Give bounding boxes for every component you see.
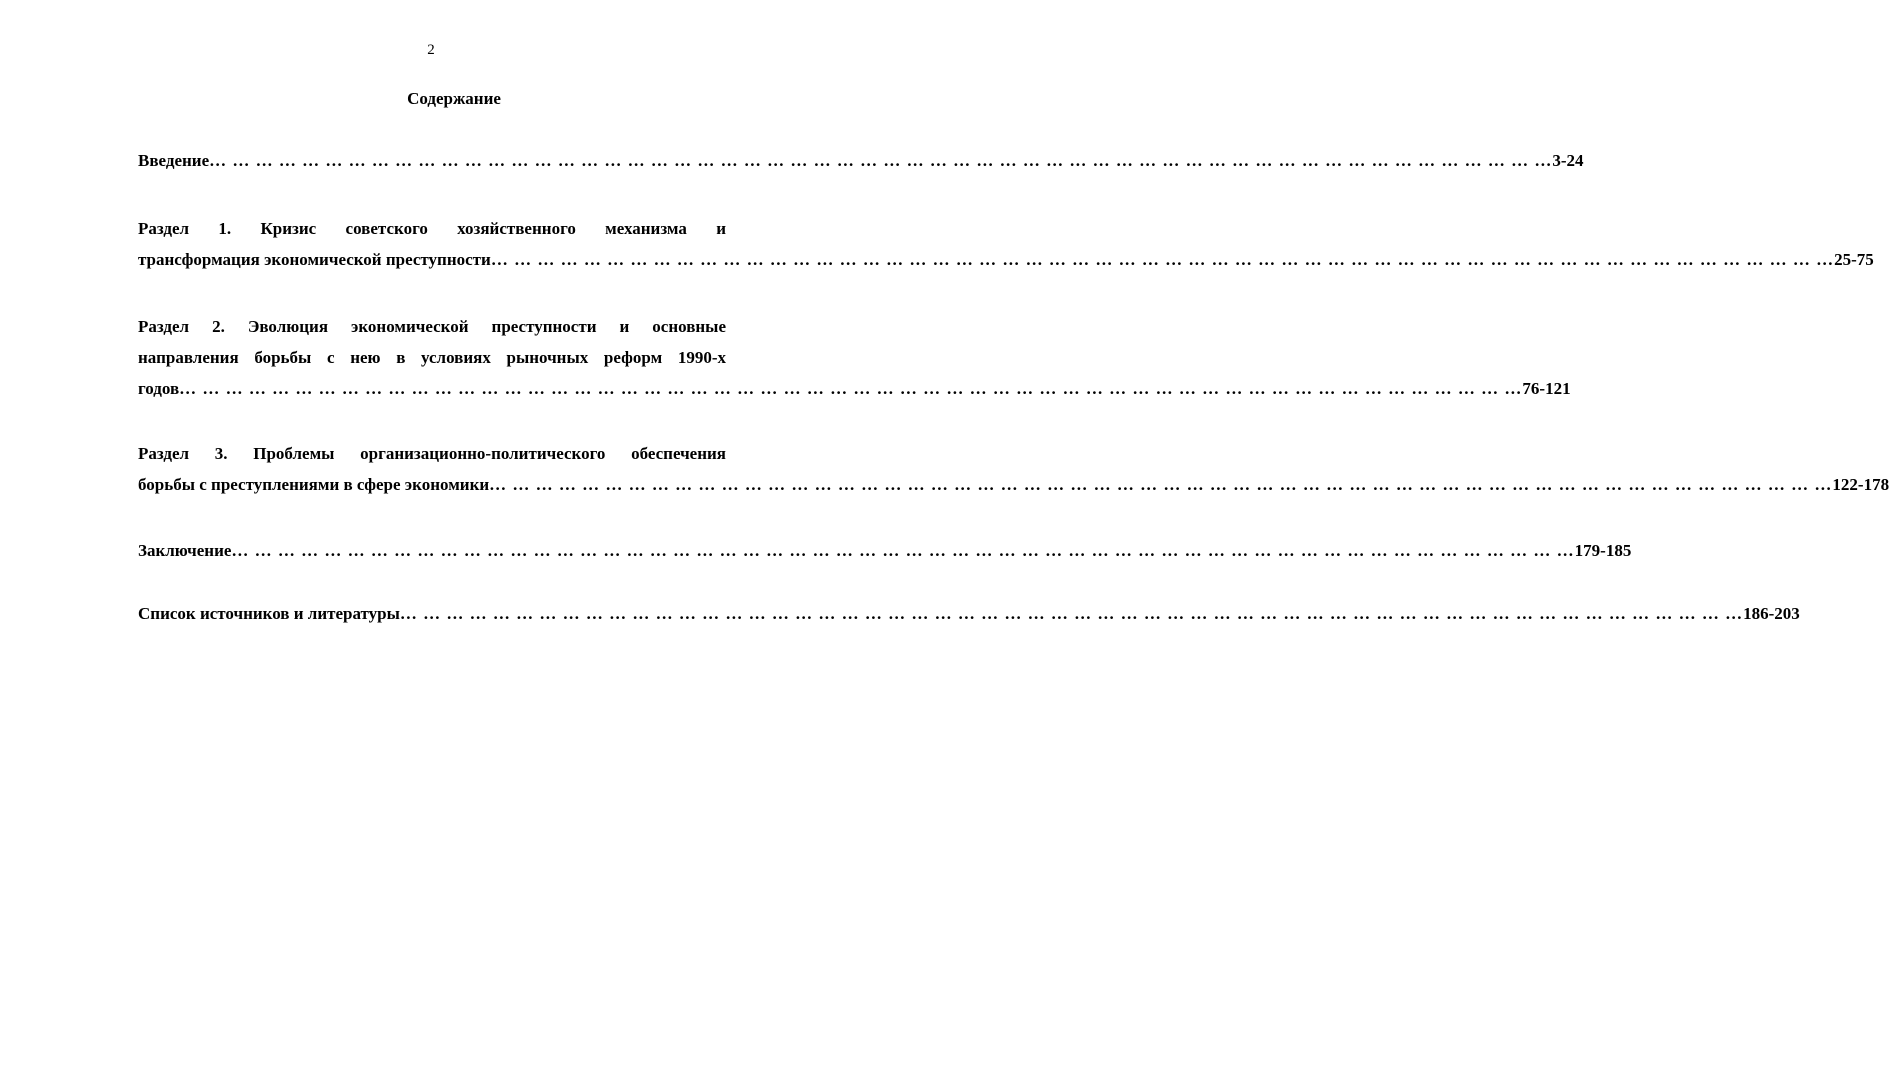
toc-entry-title: трансформация экономической преступности: [138, 250, 491, 269]
toc-leader-dots: … … … … … … … … … … … … … … … … … … … … … … … … … … … … … … … … … … … … … … … … … … … … … … … … … … … … … … … … … …: [231, 541, 1575, 560]
toc-entry-conclusion: [138, 535, 1632, 566]
toc-line: [138, 373, 1571, 404]
toc-line: Раздел 1. Кризис советского хозяйственного механизма и: [138, 219, 726, 238]
toc-leader-dots: … … … … … … … … … … … … … … … … … … … … … … … … … … … … … … … … … … … … … … … … … … … … … … … … … … … … … … … … … …: [209, 151, 1553, 170]
toc-entry-section-1: [138, 213, 1874, 275]
toc-entry-section-2: [138, 311, 1571, 404]
toc-line: [138, 244, 1874, 275]
toc-leader-dots: … … … … … … … … … … … … … … … … … … … … … … … … … … … … … … … … … … … … … … … … … … … … … … … … … … … … … … … … … …: [490, 250, 1835, 269]
toc-page-range: 122-178: [1832, 475, 1889, 494]
toc-page-range: 76-121: [1522, 379, 1571, 398]
toc-leader-dots: … … … … … … … … … … … … … … … … … … … … … … … … … … … … … … … … … … … … … … … … … … … … … … … … … … … … … … … … … …: [179, 379, 1523, 398]
toc-entry-bibliography: [138, 598, 1800, 629]
toc-entry-section-3: [138, 438, 1889, 500]
toc-leader-dots: … … … … … … … … … … … … … … … … … … … … … … … … … … … … … … … … … … … … … … … … … … … … … … … … … … … … … … … … … …: [399, 604, 1744, 623]
toc-line: [138, 598, 1800, 629]
toc-line: [138, 469, 1889, 500]
toc-line: Раздел 3. Проблемы организационно-политического обеспечения: [138, 444, 726, 463]
toc-line: направления борьбы с нею в условиях рыночных реформ 1990-х: [138, 348, 726, 367]
toc-title: Содержание: [407, 89, 501, 108]
page-number: 2: [427, 42, 435, 58]
toc-entry-title: Список источников и литературы: [138, 604, 400, 623]
toc-line: Раздел 2. Эволюция экономической преступности и основные: [138, 317, 726, 336]
toc-page-range: 3-24: [1552, 151, 1584, 170]
toc-leader-dots: … … … … … … … … … … … … … … … … … … … … … … … … … … … … … … … … … … … … … … … … … … … … … … … … … … … … … … … … … …: [489, 475, 1833, 494]
toc-entry-title: Заключение: [138, 541, 232, 560]
toc-line: [138, 145, 1584, 176]
toc-page-range: 179-185: [1574, 541, 1632, 560]
toc-entry-title: борьбы с преступлениями в сфере экономики: [138, 475, 490, 494]
toc-page-range: 25-75: [1834, 250, 1874, 269]
toc-line: [138, 535, 1632, 566]
toc-page-range: 186-203: [1743, 604, 1800, 623]
toc-entry-title: Введение: [138, 151, 210, 170]
toc-entry-introduction: [138, 145, 1584, 176]
toc-entry-title: годов: [138, 379, 180, 398]
